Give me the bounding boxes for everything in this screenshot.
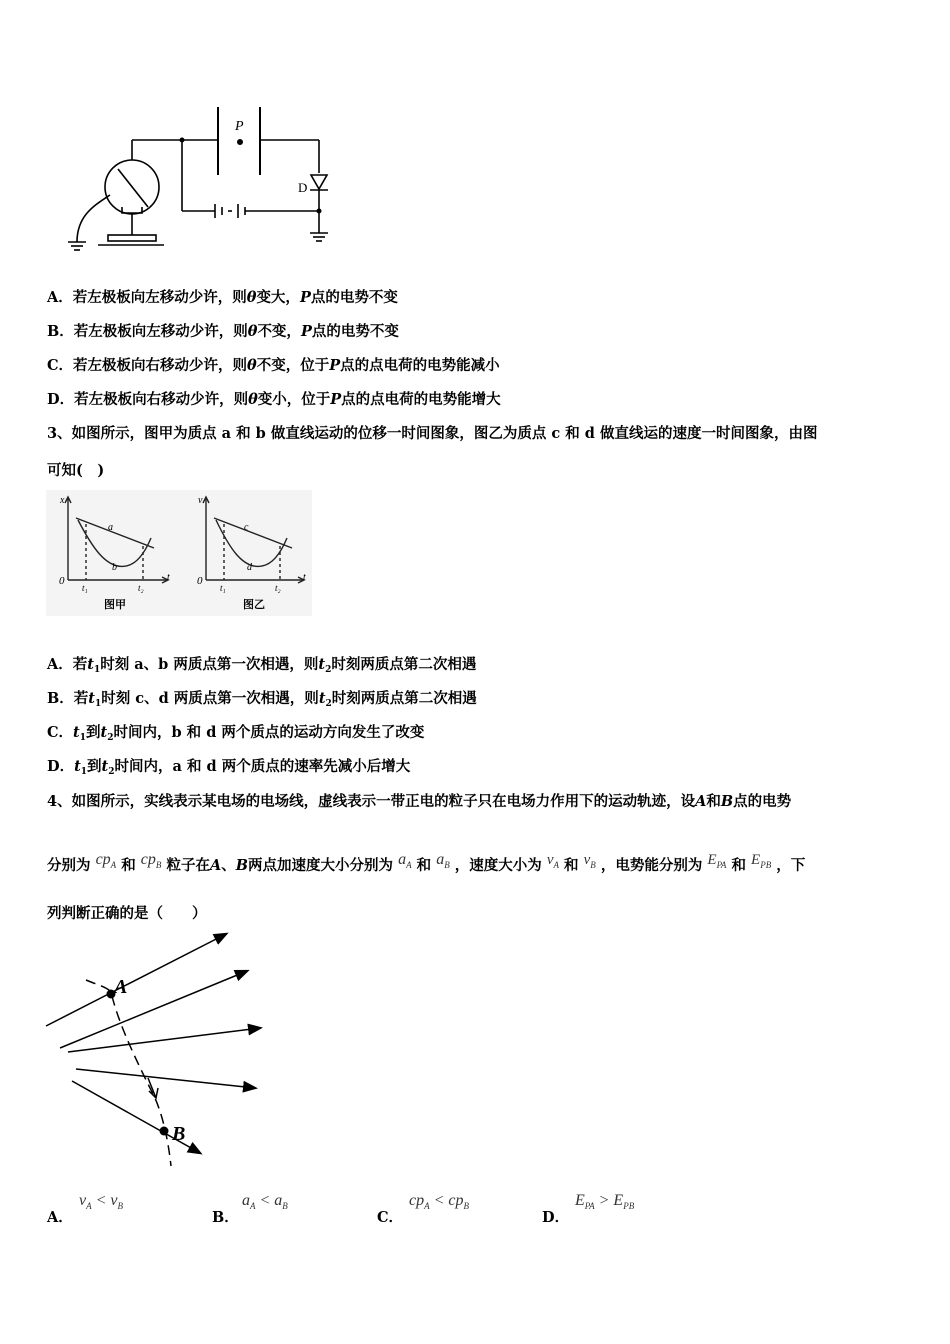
- label-b: B: [172, 1123, 186, 1145]
- q2-option-d[interactable]: D．若左极板向右移动少许，则θ变小，位于P点的点电荷的电势能增大: [47, 391, 501, 408]
- q3-stem-line2: 可知( ): [47, 462, 105, 479]
- q3-option-c[interactable]: C．$t_1$到$t_2$时间内，b 和 d 两个质点的运动方向发生了改变: [47, 724, 425, 743]
- svg-text:a: a: [108, 522, 113, 533]
- q4-options: A． $v_A < v_B$ B． $a_A < a_B$ C． $cp_A < cp_B$ D． $E_{PA} > E_{PB}$: [47, 1192, 635, 1226]
- svg-text:c: c: [244, 522, 249, 533]
- point-b: [160, 1127, 169, 1136]
- label-p: P: [235, 119, 244, 134]
- field-line: [46, 934, 226, 1026]
- q2-option-a[interactable]: A．若左极板向左移动少许，则θ变大，P点的电势不变: [47, 289, 398, 306]
- svg-text:图乙: 图乙: [243, 599, 265, 611]
- q2-option-b[interactable]: B．若左极板向左移动少许，则θ不变，P点的电势不变: [47, 323, 399, 340]
- svg-text:x: x: [60, 495, 65, 506]
- capacitor-electrometer-circuit-figure: [60, 95, 350, 260]
- q3-stem-line1: 3、如图所示，图甲为质点 a 和 b 做直线运动的位移一时间图象，图乙为质点 c 和 d 做直线运的速度一时间图象，由图: [47, 425, 818, 442]
- field-line: [68, 1028, 260, 1052]
- svg-text:t: t: [303, 572, 306, 583]
- svg-text:v: v: [198, 495, 203, 506]
- field-line: [60, 971, 247, 1048]
- field-line: [76, 1069, 255, 1088]
- svg-text:t₂: t₂: [275, 583, 281, 593]
- svg-text:0: 0: [197, 575, 203, 587]
- q3-option-b[interactable]: B．若$t_1$时刻 c、d 两质点第一次相遇，则$t_2$时刻两质点第二次相遇: [47, 690, 477, 709]
- label-d: D: [298, 180, 308, 195]
- q3-graphs-figure: [46, 490, 312, 616]
- svg-text:图甲: 图甲: [104, 599, 126, 611]
- svg-text:t: t: [167, 572, 170, 583]
- q3-option-d[interactable]: D．$t_1$到$t_2$时间内，a 和 d 两个质点的速率先减小后增大: [47, 758, 411, 777]
- svg-text:t₂: t₂: [138, 583, 144, 593]
- svg-text:d: d: [247, 562, 252, 573]
- svg-text:0: 0: [59, 575, 65, 587]
- q4-stem-line3: 列判断正确的是（ ）: [47, 905, 207, 922]
- svg-text:t₁: t₁: [220, 583, 226, 593]
- electric-field-lines-figure: [40, 928, 270, 1173]
- q2-option-c[interactable]: C．若左极板向右移动少许，则θ不变，位于P点的点电荷的电势能减小: [47, 357, 500, 374]
- label-a: A: [114, 976, 128, 998]
- q4-stem-line2: 分别为 $cp_A$ 和 $cp_B$ 粒子在A、B两点加速度大小分别为 $a_A$ 和 $a_B$ ，速度大小为 $v_A$ 和 $v_B$ ，电势能分别为 $E_{PA}$ 和 $E_{PB}$ ，下: [47, 851, 806, 874]
- q3-option-a[interactable]: A．若$t_1$时刻 a、b 两质点第一次相遇，则$t_2$时刻两质点第二次相遇: [47, 656, 477, 675]
- svg-text:t₁: t₁: [82, 583, 88, 593]
- svg-text:b: b: [112, 562, 117, 573]
- q4-stem-line1: 4、如图所示，实线表示某电场的电场线，虚线表示一带正电的粒子只在电场力作用下的运动轨迹，设A和B点的电势: [47, 793, 792, 810]
